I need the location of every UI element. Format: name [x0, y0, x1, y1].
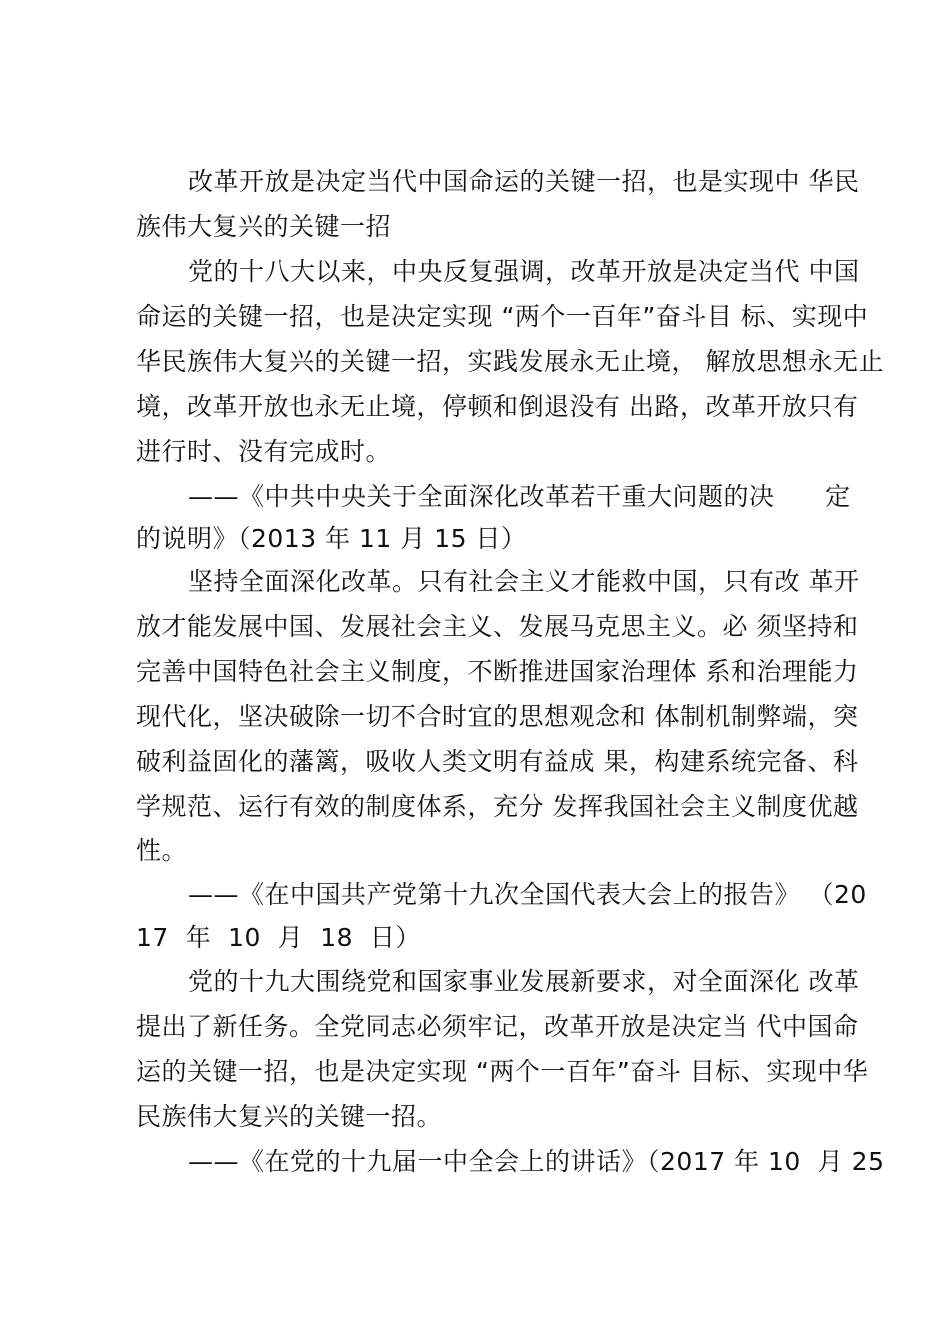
text-line: 民族伟大复兴的关键一招。 — [136, 1102, 443, 1131]
text-line: 放才能发展中国、发展社会主义、发展马克思主义。必 须坚持和 — [136, 612, 859, 641]
text-line: 族伟大复兴的关键一招 — [136, 212, 392, 241]
text-line: 华民族伟大复兴的关键一招，实践发展永无止境， 解放思想永无止 — [136, 347, 884, 376]
text-line: 运的关键一招，也是决定实现 “两个一百年”奋斗 目标、实现中华 — [136, 1057, 869, 1086]
citation-line: ——《中共中央关于全面深化改革若干重大问题的决 定 — [188, 482, 851, 511]
text-line: 境，改革开放也永无止境，停顿和倒退没有 出路，改革开放只有 — [136, 392, 859, 421]
text-line: 进行时、没有完成时。 — [136, 437, 392, 466]
text-line: 现代化，坚决破除一切不合时宜的思想观念和 体制机制弊端，突 — [136, 702, 859, 731]
text-line: 破利益固化的藩篱，吸收人类文明有益成 果，构建系统完备、科 — [136, 747, 859, 776]
text-line: 坚持全面深化改革。只有社会主义才能救中国，只有改 革开 — [188, 567, 860, 596]
text-line: 完善中国特色社会主义制度，不断推进国家治理体 系和治理能力 — [136, 657, 859, 686]
text-line: 党的十八大以来，中央反复强调，改革开放是决定当代 中国 — [188, 257, 860, 286]
text-line: 命运的关键一招，也是决定实现 “两个一百年”奋斗目 标、实现中 — [136, 302, 869, 331]
citation-line: 17 年 10 月 18 日） — [136, 923, 421, 952]
citation-line: ——《在党的十九届一中全会上的讲话》（2017 年 10 月 25 — [188, 1147, 885, 1176]
citation-line: ——《在中国共产党第十九次全国代表大会上的报告》 （20 — [188, 880, 867, 909]
text-line: 提出了新任务。全党同志必须牢记，改革开放是决定当 代中国命 — [136, 1012, 859, 1041]
citation-line: 的说明》（2013 年 11 月 15 日） — [136, 524, 527, 553]
text-line: 学规范、运行有效的制度体系，充分 发挥我国社会主义制度优越 — [136, 792, 859, 821]
text-line: 改革开放是决定当代中国命运的关键一招，也是实现中 华民 — [188, 167, 860, 196]
text-line: 党的十九大围绕党和国家事业发展新要求，对全面深化 改革 — [188, 967, 860, 996]
text-line: 性。 — [136, 836, 188, 865]
